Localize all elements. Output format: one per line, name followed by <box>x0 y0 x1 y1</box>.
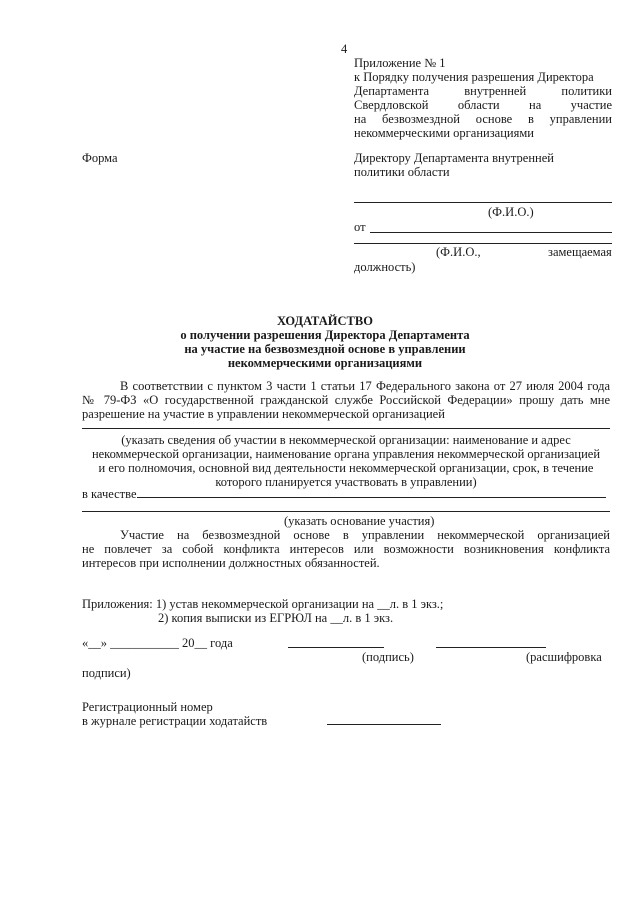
hint-line: и его полномочия, основной вид деятельности некоммерческой организации, срок, в течение <box>98 461 594 475</box>
appendix-line: Свердловской области на участие <box>354 98 612 112</box>
appendix-line: Департамента внутренней политики <box>354 84 612 98</box>
appendix-line: некоммерческими организациями <box>354 126 534 140</box>
decode-hint: (расшифровка <box>526 650 602 664</box>
decode-line <box>436 647 546 648</box>
capacity-line <box>137 497 606 498</box>
fio-position-hint: (Ф.И.О., <box>436 245 481 259</box>
paragraph-line: не повлечет за собой конфликта интересов или возможности возникновения конфликта <box>82 542 610 556</box>
appendix-line: к Порядку получения разрешения Директора <box>354 70 594 84</box>
page-number: 4 <box>341 42 348 56</box>
signature-hint: (подпись) <box>362 650 414 664</box>
paragraph-line: Участие на безвозмездной основе в управлении некоммерческой организацией <box>120 528 610 542</box>
addressee-line: Директору Департамента внутренней <box>354 151 554 165</box>
position-hint: замещаемая <box>548 245 612 259</box>
paragraph-line: интересов при исполнении должностных обязанностей. <box>82 556 380 570</box>
paragraph-line: В соответствии с пунктом 3 части 1 статьи 17 Федерального закона от 27 июля 2004 года <box>120 379 610 393</box>
from-label: от <box>354 220 366 234</box>
decode-hint-end: подписи) <box>82 666 131 680</box>
date-field: «__» ___________ 20__ года <box>82 636 233 650</box>
from-line-2 <box>354 243 612 244</box>
signature-line <box>288 647 384 648</box>
hint-line: (указать сведения об участии в некоммерческой организации: наименование и адрес <box>121 433 571 447</box>
position-hint-end: должность) <box>354 260 416 274</box>
hint-line: которого планируется участвовать в управлении) <box>215 475 477 489</box>
capacity-line-2 <box>82 511 610 512</box>
title-sub: на участие на безвозмездной основе в управлении <box>184 342 466 356</box>
paragraph-line: разрешение на участие в управлении некоммерческой организацией <box>82 407 445 421</box>
organization-info-line <box>82 428 610 429</box>
appendix-block <box>354 56 612 140</box>
registration-number-line <box>327 724 441 725</box>
addressee-line: политики области <box>354 165 450 179</box>
registration-line: в журнале регистрации ходатайств <box>82 714 268 728</box>
organization-info-hint <box>82 433 610 489</box>
request-paragraph <box>82 379 610 421</box>
appendix-title: Приложение № 1 <box>354 56 446 70</box>
registration-line: Регистрационный номер <box>82 700 213 714</box>
conflict-paragraph <box>82 528 610 570</box>
form-label: Форма <box>82 151 118 165</box>
title-sub: некоммерческими организациями <box>227 356 423 370</box>
from-line <box>370 232 612 233</box>
attachments <box>82 597 443 611</box>
basis-hint: (указать основание участия) <box>284 514 435 528</box>
fio-hint: (Ф.И.О.) <box>488 205 534 219</box>
paragraph-line: № 79-ФЗ «О государственной гражданской службе Российской Федерации» прошу дать мне <box>82 393 610 407</box>
attachment-item: 1) устав некоммерческой организации на __л. в 1 экз.; <box>155 597 444 611</box>
document-title <box>160 314 490 370</box>
title-sub: о получении разрешения Директора Департамента <box>180 328 470 342</box>
hint-line: некоммерческой организации, наименование органа управления некоммерческой организацией <box>91 447 601 461</box>
attachment-item: 2) копия выписки из ЕГРЮЛ на __л. в 1 экз. <box>158 611 394 625</box>
title-main: ХОДАТАЙСТВО <box>277 314 373 328</box>
capacity-label: в качестве <box>82 487 137 501</box>
addressee-name-line <box>354 202 612 203</box>
attachments-label: Приложения: <box>82 597 153 611</box>
appendix-line: на безвозмездной основе в управлении <box>354 112 612 126</box>
